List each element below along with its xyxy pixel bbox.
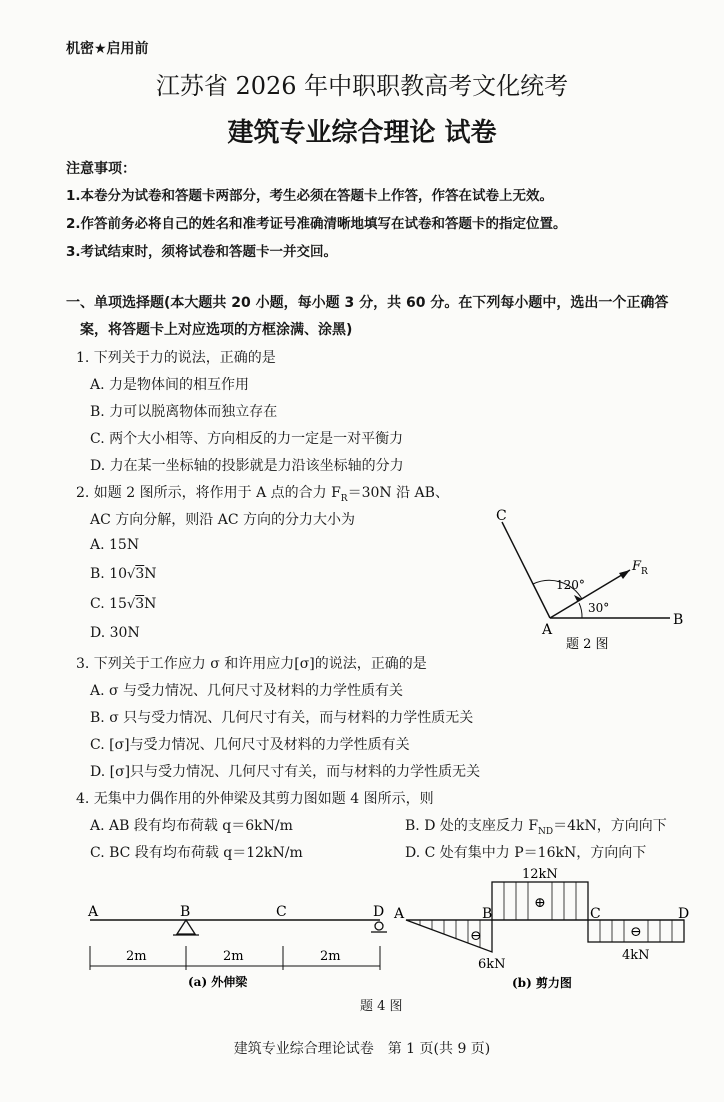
q4-option-b: B. D 处的支座反力 $F_{ND}=4kN$，方向向下 xyxy=(405,818,667,837)
question-1-stem: 1. 下列关于力的说法，正确的是 xyxy=(76,350,276,366)
notice-heading: 注意事项： xyxy=(66,161,136,177)
section-heading-cont: 案，将答题卡上对应选项的方框涂满、涂黑) xyxy=(80,322,353,338)
confidential-label: 机密★启用前 xyxy=(66,41,149,57)
q1-option-a: A. 力是物体间的相互作用 xyxy=(90,377,250,393)
q4-option-c: C. BC 段有均布荷载 q＝12kN/m xyxy=(90,845,303,861)
notice-item: 1.本卷分为试卷和答题卡两部分，考生必须在答题卡上作答，作答在试卷上无效。 xyxy=(66,188,554,204)
shear-label-c: C xyxy=(590,906,601,922)
q2-option-b: B. 10√3N xyxy=(90,566,157,582)
pin-support-b xyxy=(177,920,195,934)
beam-label-b: B xyxy=(180,904,191,920)
figure-4-caption: 题 4 图 xyxy=(360,999,403,1014)
angle-arc-30 xyxy=(579,603,582,618)
question-2-stem: 2. 如题 2 图所示，将作用于 A 点的合力 $F_R=30N$ 沿 AB、 xyxy=(76,485,449,504)
question-2-stem-cont: AC 方向分解，则沿 AC 方向的分力大小为 xyxy=(90,512,355,528)
minus-sign-ab: ⊖ xyxy=(470,928,482,944)
q2-option-d: D. 30N xyxy=(90,625,140,641)
shear-value-12kn: 12kN xyxy=(522,867,558,882)
span-cd: 2m xyxy=(320,949,341,964)
q2-force-figure xyxy=(470,500,700,660)
figure-2-caption: 题 2 图 xyxy=(566,637,609,652)
beam-label-c: C xyxy=(276,904,287,920)
q1-option-c: C. 两个大小相等、方向相反的力一定是一对平衡力 xyxy=(90,431,404,447)
exam-title: 江苏省 2026 年中职职教高考文化统考 xyxy=(155,72,569,100)
q4-shear-figure xyxy=(392,862,702,1002)
q2-option-a: A. 15N xyxy=(90,537,140,553)
q3-option-a: A. σ 与受力情况、几何尺寸及材料的力学性质有关 xyxy=(90,683,404,699)
beam-caption: (a) 外伸梁 xyxy=(188,975,248,989)
fr-arrowhead xyxy=(619,570,630,579)
label-fr: F xyxy=(632,559,642,574)
notice-item: 2.作答前务必将自己的姓名和准考证号准确清晰地填写在试卷和答题卡的指定位置。 xyxy=(66,216,567,232)
q4-option-a: A. AB 段有均布荷载 q＝6kN/m xyxy=(90,818,293,834)
ac-line xyxy=(502,522,550,618)
q3-option-b: B. σ 只与受力情况、几何尺寸有关，而与材料的力学性质无关 xyxy=(90,710,474,726)
q3-option-d: D. [σ]只与受力情况、几何尺寸有关，而与材料的力学性质无关 xyxy=(90,764,481,780)
exam-subtitle: 建筑专业综合理论 试卷 xyxy=(227,118,497,148)
label-fr-sub: R xyxy=(641,567,648,577)
beam-label-a: A xyxy=(88,904,99,920)
label-a: A xyxy=(542,622,553,638)
span-ab: 2m xyxy=(126,949,147,964)
label-c: C xyxy=(496,508,507,524)
notice-item: 3.考试结束时，须将试卷和答题卡一并交回。 xyxy=(66,244,338,260)
label-angle-30: 30° xyxy=(588,601,610,615)
shear-value-4kn: 4kN xyxy=(622,948,650,963)
shear-label-a: A xyxy=(394,906,405,922)
q3-option-c: C. [σ]与受力情况、几何尺寸及材料的力学性质有关 xyxy=(90,737,410,753)
roller-support-d xyxy=(375,922,383,930)
q2-option-c: C. 15√3N xyxy=(90,596,157,612)
span-bc: 2m xyxy=(223,949,244,964)
q1-option-d: D. 力在某一坐标轴的投影就是力沿该坐标轴的分力 xyxy=(90,458,404,474)
shear-label-d: D xyxy=(678,906,690,922)
shear-value-6kn: 6kN xyxy=(478,957,506,972)
page-footer: 建筑专业综合理论试卷 第 1 页(共 9 页) xyxy=(233,1041,491,1057)
label-b: B xyxy=(673,612,684,628)
beam-label-d: D xyxy=(373,904,385,920)
q4-beam-figure xyxy=(80,898,400,998)
shear-label-b: B xyxy=(482,906,493,922)
q1-option-b: B. 力可以脱离物体而独立存在 xyxy=(90,404,278,420)
section-heading: 一、单项选择题(本大题共 20 小题，每小题 3 分，共 60 分。在下列每小题中，选出一个正确答 xyxy=(66,295,669,311)
q4-option-d: D. C 处有集中力 P＝16kN，方向向下 xyxy=(405,845,647,861)
plus-sign-bc: ⊕ xyxy=(534,895,546,911)
label-angle-120: 120° xyxy=(556,578,585,592)
question-4-stem: 4. 无集中力偶作用的外伸梁及其剪力图如题 4 图所示，则 xyxy=(76,791,434,807)
minus-sign-cd: ⊖ xyxy=(630,924,642,940)
shear-caption: (b) 剪力图 xyxy=(512,976,572,990)
question-3-stem: 3. 下列关于工作应力 σ 和许用应力[σ]的说法，正确的是 xyxy=(76,656,427,672)
